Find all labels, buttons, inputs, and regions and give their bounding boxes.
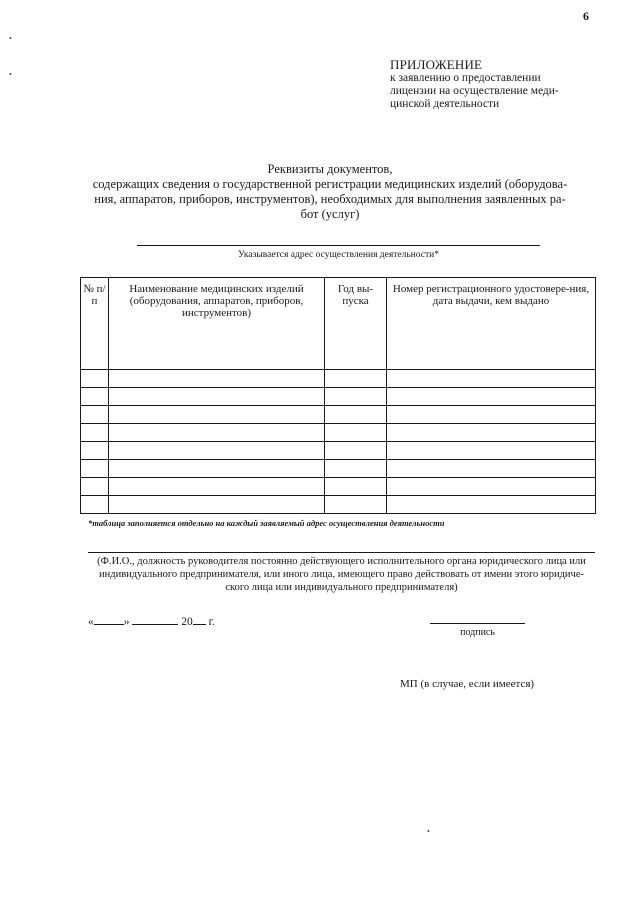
signature-blank-line xyxy=(430,623,525,624)
scan-speck: • xyxy=(9,34,12,43)
address-blank-line xyxy=(137,245,540,246)
appendix-block xyxy=(390,58,610,111)
table-cell xyxy=(325,460,387,478)
table-cell xyxy=(81,442,109,460)
table-row xyxy=(81,496,596,514)
table-row xyxy=(81,478,596,496)
year-blank xyxy=(193,614,206,625)
table-header-row xyxy=(81,278,596,370)
table-cell xyxy=(325,496,387,514)
table-cell xyxy=(81,370,109,388)
address-caption: Указывается адрес осуществления деятельности* xyxy=(238,250,439,260)
table-cell xyxy=(109,478,325,496)
table-cell xyxy=(325,406,387,424)
appendix-line: к заявлению о предоставлении xyxy=(390,72,541,84)
table-cell xyxy=(387,478,596,496)
caption-line: (Ф.И.О., должность руководителя постоянно действующего исполнительного органа юридического лица или xyxy=(97,556,586,567)
table-cell xyxy=(81,460,109,478)
table-cell xyxy=(81,388,109,406)
appendix-line: лицензии на осуществление меди- xyxy=(390,85,559,97)
table-cell xyxy=(325,370,387,388)
day-blank xyxy=(94,614,124,625)
table-cell xyxy=(387,370,596,388)
table-row xyxy=(81,460,596,478)
devices-table xyxy=(80,277,596,514)
caption-line: ского лица или индивидуального предпринимателя) xyxy=(225,582,458,593)
stamp-note: МП (в случае, если имеется) xyxy=(400,678,535,690)
table-cell xyxy=(387,388,596,406)
title-line: ния, аппаратов, приборов, инструментов), необходимых для выполнения заявленных ра- xyxy=(94,192,566,206)
date-close-quote: » xyxy=(123,616,130,628)
signatory-blank-line xyxy=(88,552,595,553)
col-header-registration: Номер регистрационного удостовере-ния, дата выдачи, кем выдано xyxy=(387,278,596,370)
table-row xyxy=(81,388,596,406)
table-cell xyxy=(387,442,596,460)
scan-speck: • xyxy=(9,70,12,79)
col-header-number: № п/п xyxy=(81,278,109,370)
table-cell xyxy=(387,460,596,478)
table-cell xyxy=(325,478,387,496)
date-field xyxy=(88,614,215,628)
month-blank xyxy=(132,614,178,625)
date-open-quote: « xyxy=(88,616,94,628)
table-cell xyxy=(109,370,325,388)
table-cell xyxy=(325,388,387,406)
table-cell xyxy=(109,442,325,460)
signature-caption: подпись xyxy=(460,627,495,638)
table-cell xyxy=(325,424,387,442)
page-number: 6 xyxy=(583,9,589,23)
table-footnote: *таблица заполняется отдельно на каждый заявляемый адрес осуществления деятельности xyxy=(88,518,445,528)
table-row xyxy=(81,406,596,424)
table-row xyxy=(81,424,596,442)
title-line: бот (услуг) xyxy=(300,207,360,221)
table-cell xyxy=(109,406,325,424)
table-cell xyxy=(81,406,109,424)
table-cell xyxy=(109,496,325,514)
table-cell xyxy=(387,406,596,424)
year-prefix: 20 xyxy=(181,616,193,628)
table-cell xyxy=(387,424,596,442)
scan-speck: • xyxy=(427,827,430,836)
title-line: содержащих сведения о государственной регистрации медицинских изделий (оборудова- xyxy=(92,177,568,191)
table-cell xyxy=(81,424,109,442)
title-line: Реквизиты документов, xyxy=(267,162,393,176)
col-header-year: Год вы-пуска xyxy=(325,278,387,370)
table-cell xyxy=(109,388,325,406)
table-cell xyxy=(81,478,109,496)
col-header-device-name: Наименование медицинских изделий (оборудования, аппаратов, приборов, инструментов) xyxy=(109,278,325,370)
signatory-caption xyxy=(84,555,599,594)
table-row xyxy=(81,442,596,460)
appendix-title: ПРИЛОЖЕНИЕ xyxy=(390,57,483,72)
appendix-line: цинской деятельности xyxy=(390,98,500,110)
table-row xyxy=(81,370,596,388)
table-cell xyxy=(109,424,325,442)
year-suffix: г. xyxy=(208,616,215,628)
table-cell xyxy=(109,460,325,478)
table-cell xyxy=(325,442,387,460)
table-cell xyxy=(387,496,596,514)
table-cell xyxy=(81,496,109,514)
document-title xyxy=(80,162,580,222)
caption-line: индивидуального предпринимателя, или иного лица, имеющего право действовать от имени этого юридиче- xyxy=(99,569,584,580)
